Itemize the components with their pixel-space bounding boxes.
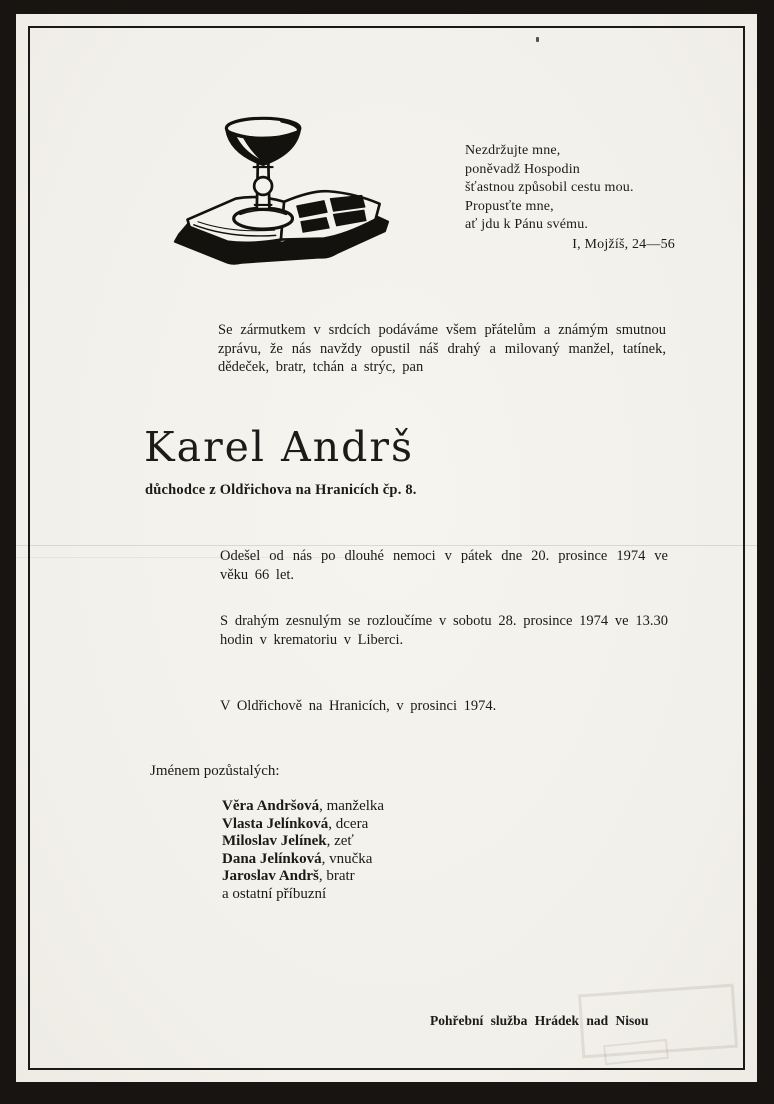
place-date-line: V Oldřichově na Hranicích, v prosinci 1974. [220, 698, 497, 714]
verse-line: ať jdu k Pánu svému. [465, 217, 589, 232]
deceased-name: Karel Andrš [144, 423, 414, 471]
survivor-row [222, 833, 384, 851]
announcement-intro: Se zármutkem v srdcích podáváme všem přátelům a známým smutnou zprávu, že nás navždy opustil náš drahý a milovaný manžel, tatínek, dědeček, bratr, tchán a strýc, pan [218, 322, 666, 375]
survivor-name: Vlasta Jelínková [222, 815, 329, 832]
survivor-relation: , zeť [327, 833, 354, 849]
survivor-relation: , vnučka [322, 851, 373, 867]
verse-line: Nezdržujte mne, [465, 143, 561, 158]
survivors-heading: Jménem pozůstalých: [150, 763, 280, 779]
fold-crease [16, 545, 757, 546]
verse-citation: I, Mojžíš, 24—56 [572, 236, 675, 252]
verse-line: Propusťte mne, [465, 198, 554, 214]
survivor-relation: , manželka [319, 798, 384, 814]
fold-crease-secondary [16, 557, 349, 558]
deceased-description: důchodce z Oldřichova na Hranicích čp. 8. [145, 482, 417, 498]
scan-speck [536, 37, 539, 42]
survivor-name: Věra Andršová [222, 798, 320, 814]
survivor-name: Jaroslav Andrš [222, 868, 319, 884]
death-notice-paragraph: Odešel od nás po dlouhé nemoci v pátek dne 20. prosince 1974 ve věku 66 let. [220, 548, 668, 583]
verse-line: poněvadž Hospodin [465, 161, 580, 177]
scripture-verse [465, 142, 685, 254]
survivor-row [222, 798, 384, 816]
funeral-notice-paragraph: S drahým zesnulým se rozloučíme v sobotu 28. prosince 1974 ve 13.30 hodin v krematoriu v Liberci. [220, 613, 668, 648]
paper-sheet [16, 14, 757, 1082]
survivor-name: Miloslav Jelínek [222, 833, 327, 849]
chalice-on-book-illustration [166, 102, 398, 270]
survivor-row [222, 851, 384, 869]
survivor-relation: , bratr [319, 868, 355, 884]
survivors-list [222, 798, 384, 903]
verse-line: šťastnou způsobil cestu mou. [465, 180, 634, 195]
survivor-relation: , dcera [328, 816, 368, 832]
survivor-name: Dana Jelínková [222, 850, 322, 867]
funeral-service-footer: Pohřební služba Hrádek nad Nisou [430, 1013, 649, 1028]
survivors-footer-line: a ostatní příbuzní [222, 885, 327, 902]
survivor-row [222, 868, 384, 886]
survivor-row [222, 816, 384, 834]
